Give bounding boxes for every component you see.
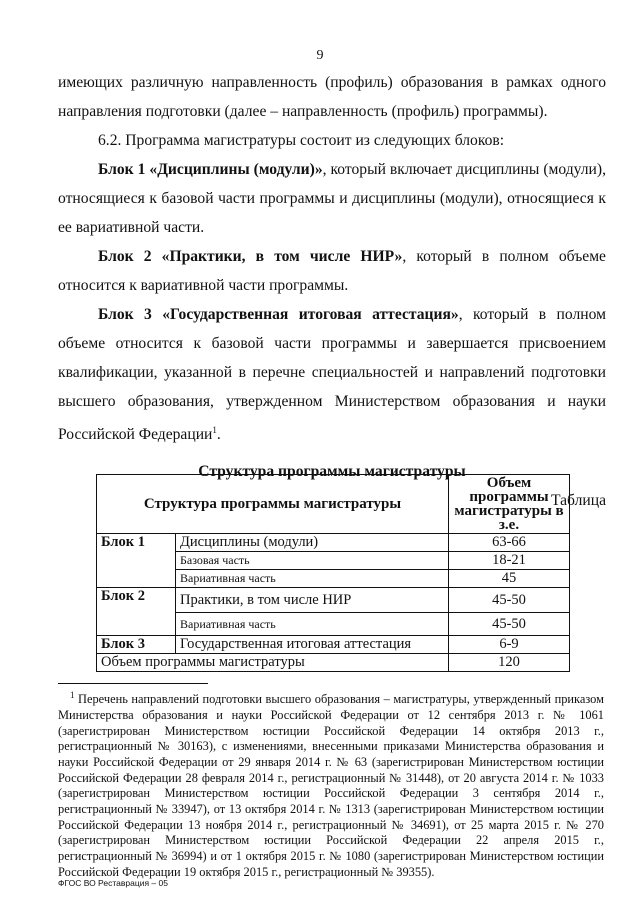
row-value: 45-50 bbox=[449, 588, 570, 613]
header-volume: Объем программы магистратуры в з.е. bbox=[449, 475, 570, 534]
footnote bbox=[58, 688, 604, 881]
block-3-title: Блок 3 «Государственная итоговая аттестация» bbox=[98, 306, 459, 323]
row-value: 45 bbox=[449, 570, 570, 588]
block-label: Блок 1 bbox=[97, 534, 176, 588]
block-3-text: , который в полном объеме относится к базовой части программы и завершается присвоением квалификации, указанной в перечне специальностей и направлений подготовки высшего образования, утвержденном Министерством образования и науки Российской Федерации bbox=[58, 306, 606, 444]
row-name: Государственная итоговая аттестация bbox=[176, 636, 449, 654]
block-2-text: , который в полном объеме относится к вариативной части программы. bbox=[58, 248, 606, 294]
block-2-title: Блок 2 «Практики, в том числе НИР» bbox=[98, 248, 403, 265]
row-value: 6-9 bbox=[449, 636, 570, 654]
table-row bbox=[97, 534, 570, 552]
row-name: Вариативная часть bbox=[176, 613, 449, 636]
table-row bbox=[97, 588, 570, 613]
table-label: Таблица bbox=[551, 492, 606, 510]
row-name: Практики, в том числе НИР bbox=[176, 588, 449, 613]
table-row bbox=[97, 636, 570, 654]
footnote-divider bbox=[58, 683, 208, 684]
footnote-ref: 1 bbox=[212, 425, 217, 435]
paragraph-6-2: 6.2. Программа магистратуры состоит из следующих блоков: bbox=[98, 132, 505, 149]
header-structure: Структура программы магистратуры bbox=[97, 475, 449, 534]
table-total-row bbox=[97, 654, 570, 672]
page-number: 9 bbox=[316, 48, 324, 63]
block-label: Блок 2 bbox=[97, 588, 176, 636]
total-value: 120 bbox=[449, 654, 570, 672]
row-name: Вариативная часть bbox=[176, 570, 449, 588]
paragraph-continuation: имеющих различную направленность (профиль) образования в рамках одного направления подготовки (далее – направленность (профиль) программы). bbox=[58, 74, 606, 120]
row-value: 63-66 bbox=[449, 534, 570, 552]
paragraph-block-2 bbox=[58, 242, 606, 300]
paragraph-block-3 bbox=[58, 300, 606, 449]
row-name: Базовая часть bbox=[176, 552, 449, 570]
row-value: 18-21 bbox=[449, 552, 570, 570]
main-text bbox=[58, 68, 606, 515]
row-name: Дисциплины (модули) bbox=[176, 534, 449, 552]
table-title: Структура программы магистратуры bbox=[198, 463, 466, 481]
block-1-text: , который включает дисциплины (модули), относящиеся к базовой части программы и дисциплины (модули), относящиеся к ее вариативной части. bbox=[58, 161, 606, 236]
structure-table bbox=[96, 474, 570, 672]
document-footer: ФГОС ВО Реставрация – 05 bbox=[58, 878, 168, 888]
row-value: 45-50 bbox=[449, 613, 570, 636]
footnote-text: Перечень направлений подготовки высшего образования – магистратуры, утвержденный приказом Министерства образования и науки Российской Федерации от 12 сентября 2013 г. № 1061 (зарегистрирован Министерством юстиции Российской Федерации 14 октября 2013 г., регистрационный № 30163), с изменениями, внесенными приказами Министерства образования и науки Российской Федерации от 29 января 2014 г. № 63 (зарегистрирован Министерством юстиции Российской Федерации 28 февраля 2014 г., регистрационный № 31448), от 20 августа 2014 г. № 1033 (зарегистрирован Министерством юстиции Российской Федерации 3 сентября 2014 г., регистрационный № 33947), от 13 октября 2014 г. № 1313 (зарегистрирован Министерством юстиции Российской Федерации 13 ноября 2014 г., регистрационный № 34691), от 25 марта 2015 г. № 270 (зарегистрирован Министерством юстиции Российской Федерации 22 апреля 2015 г., регистрационный № 36994) и от 1 октября 2015 г. № 1080 (зарегистрирован Министерством юстиции Российской Федерации 19 октября 2015 г., регистрационный № 39355). bbox=[58, 692, 604, 879]
footnote-marker: 1 bbox=[70, 690, 75, 700]
paragraph-block-1 bbox=[58, 155, 606, 242]
block-3-end: . bbox=[216, 426, 221, 444]
table-header-row bbox=[97, 475, 570, 534]
block-1-title: Блок 1 «Дисциплины (модули)» bbox=[98, 161, 323, 178]
block-label: Блок 3 bbox=[97, 636, 176, 654]
total-label: Объем программы магистратуры bbox=[97, 654, 449, 672]
